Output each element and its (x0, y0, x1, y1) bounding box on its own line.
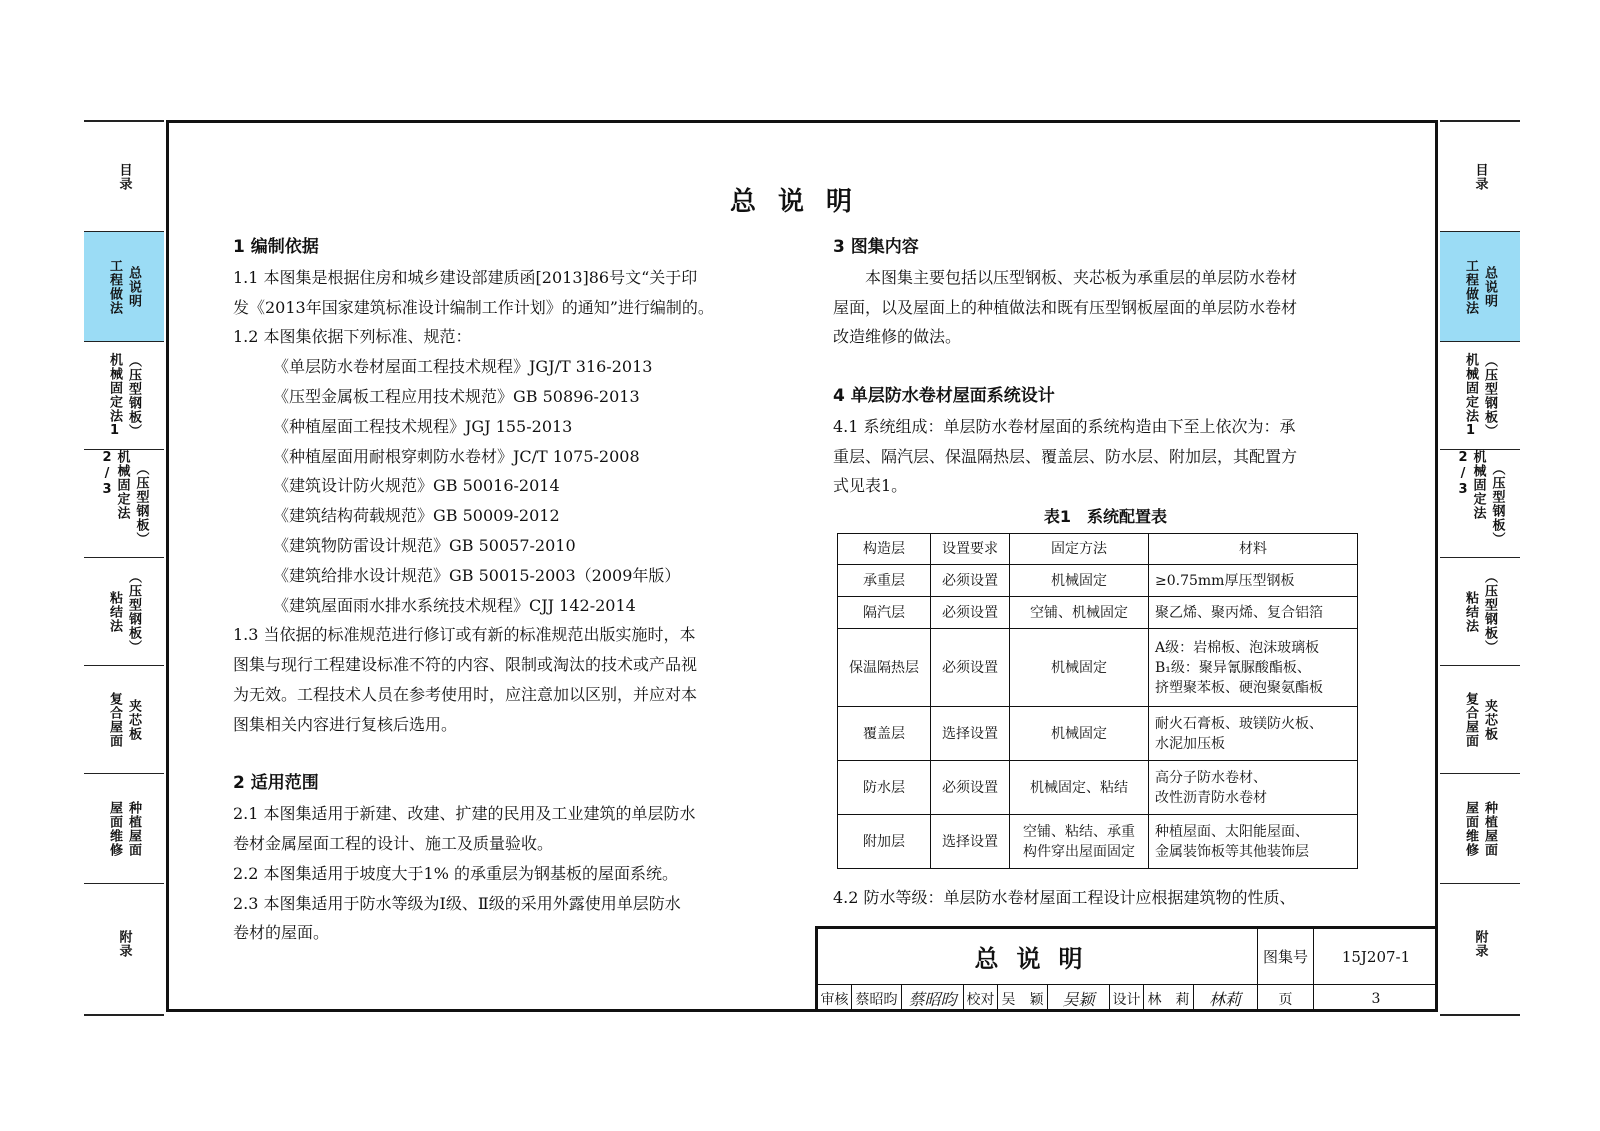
text-line: 1.1 本图集是根据住房和城乡建设部建质函[2013]86号文“关于印 (233, 267, 698, 287)
cell-material (1149, 597, 1358, 629)
section-heading: 2 适用范围 (233, 773, 319, 794)
standard-reference: 《压型金属板工程应用技术规范》GB 50896-2013 (273, 386, 640, 406)
check-name: 吴 颖 (998, 985, 1048, 1012)
tab-label: 粘结法 (107, 590, 122, 633)
cell-fixing (1010, 629, 1149, 707)
cell-requirement: 必须设置 (931, 629, 1010, 707)
cell-material (1149, 707, 1358, 761)
standard-reference: 《种植屋面用耐根穿刺防水卷材》JC/T 1075-2008 (273, 446, 640, 466)
table-row (838, 707, 1358, 761)
cell-requirement: 必须设置 (931, 597, 1010, 629)
cell-line: 耐火石膏板、玻镁防火板、 (1155, 715, 1323, 732)
review-label: 审核 (818, 985, 852, 1012)
section-4-2-text (833, 883, 1378, 913)
page-number: 3 (1371, 990, 1381, 1007)
text-line: 图集相关内容进行复核后选用。 (233, 714, 458, 734)
cell-line: 种植屋面、太阳能屋面、 (1155, 823, 1309, 840)
title-block-title: 总说明 (818, 929, 1258, 985)
tab-label: 工程做法 (1463, 258, 1478, 315)
cell-line: 构件穿出屋面固定 (1023, 843, 1135, 860)
tab-label: 机械固定法2/3 (1455, 450, 1486, 520)
standard-reference: 《建筑屋面雨水排水系统技术规程》CJJ 142-2014 (273, 595, 636, 615)
cell-line: B₁级：聚异氰脲酸酯板、 (1155, 659, 1311, 676)
signature-row (818, 985, 1258, 1012)
cell-layer: 隔汽层 (838, 597, 931, 629)
table1-caption: 表1 系统配置表 (1043, 507, 1168, 527)
cell-requirement: 选择设置 (931, 815, 1010, 869)
text-line: 改造维修的做法。 (833, 327, 962, 347)
text-line: 1.2 本图集依据下列标准、规范： (233, 327, 472, 347)
table-row (838, 629, 1358, 707)
text-line: 4.1 系统组成：单层防水卷材屋面的系统构造由下至上依次为：承 (833, 416, 1296, 436)
tab-planting-right[interactable] (1440, 774, 1520, 884)
section-3-4-text (833, 233, 1378, 501)
tab-label: 夹芯板 (126, 698, 141, 741)
tab-label: （压型钢板） (133, 461, 149, 546)
tab-label: （压型钢板） (126, 353, 141, 438)
cell-line: 空铺、粘结、承重 (1023, 823, 1135, 840)
cell-layer: 附加层 (838, 815, 931, 869)
right-text-column (833, 233, 1378, 913)
page-label: 页 (1258, 985, 1314, 1012)
tab-label: 工程做法 (107, 258, 122, 315)
standard-reference: 《建筑给排水设计规范》GB 50015-2003（2009年版） (273, 565, 681, 585)
cell-layer: 承重层 (838, 565, 931, 597)
tab-mech23-right[interactable] (1440, 450, 1520, 558)
cell-line: A级：岩棉板、泡沫玻璃板 (1155, 639, 1320, 656)
text-line: 1.3 当依据的标准规范进行修订或有新的标准规范出版实施时，本 (233, 625, 696, 645)
table-row (838, 761, 1358, 815)
page-title: 总说明 (729, 187, 874, 217)
cell-fixing (1010, 565, 1149, 597)
cell-line: 空铺、机械固定 (1030, 604, 1128, 621)
design-signature: 林莉 (1208, 990, 1241, 1009)
tab-adhesive-left[interactable] (84, 558, 164, 666)
cell-requirement: 必须设置 (931, 761, 1010, 815)
tab-label: 种植屋面 (1482, 800, 1497, 857)
text-line: 式见表1。 (833, 476, 908, 496)
section-heading: 1 编制依据 (233, 237, 319, 257)
standard-reference: 《建筑设计防火规范》GB 50016-2014 (273, 476, 560, 496)
tab-label: 屋面维修 (1463, 800, 1478, 857)
tab-label: 总说明 (1482, 265, 1497, 308)
atlas-number: 15J207-1 (1314, 929, 1438, 985)
tab-label: 目录 (116, 162, 132, 191)
tab-mech1-right[interactable] (1440, 342, 1520, 450)
atlas-number-label: 图集号 (1258, 929, 1314, 985)
cell-fixing (1010, 597, 1149, 629)
tab-label: 种植屋面 (126, 800, 141, 857)
tab-label: 复合屋面 (1463, 691, 1478, 748)
text-line: 2.3 本图集适用于防水等级为Ⅰ级、Ⅱ级的采用外露使用单层防水 (233, 893, 681, 913)
tab-appendix-right[interactable] (1440, 884, 1520, 1004)
tab-label: （压型钢板） (1482, 353, 1497, 438)
cell-requirement: 选择设置 (931, 707, 1010, 761)
cell-layer: 防水层 (838, 761, 931, 815)
tab-label: （压型钢板） (1489, 461, 1505, 546)
tab-label: 目录 (1472, 162, 1488, 191)
check-label: 校对 (964, 985, 998, 1012)
tab-contents-left[interactable] (84, 122, 164, 232)
left-text-column (233, 233, 773, 948)
text-line: 图集与现行工程建设标准不符的内容、限制或淘汰的技术或产品视 (233, 655, 698, 675)
table-header-row (838, 534, 1358, 565)
col-header-layer: 构造层 (838, 534, 931, 565)
cell-layer: 保温隔热层 (838, 629, 931, 707)
section-heading: 4 单层防水卷材屋面系统设计 (833, 385, 1055, 406)
tab-label: 粘结法 (1463, 590, 1478, 633)
text-line: 屋面，以及屋面上的种植做法和既有压型钢板屋面的单层防水卷材 (833, 297, 1298, 317)
tab-contents-right[interactable] (1440, 122, 1520, 232)
cell-requirement: 必须设置 (931, 565, 1010, 597)
text-line: 卷材金属屋面工程的设计、施工及质量验收。 (233, 833, 554, 853)
cell-line: 改性沥青防水卷材 (1155, 789, 1267, 806)
section-heading: 3 图集内容 (833, 237, 919, 257)
system-config-table (837, 533, 1358, 869)
table-row (838, 597, 1358, 629)
text-line: 卷材的屋面。 (233, 923, 330, 943)
tab-label: 夹芯板 (1482, 698, 1497, 741)
cell-line: 机械固定 (1051, 659, 1107, 676)
design-name: 林 莉 (1144, 985, 1194, 1012)
text-line: 4.2 防水等级：单层防水卷材屋面工程设计应根据建筑物的性质、 (833, 888, 1296, 908)
tab-label: 机械固定法1 (1463, 352, 1478, 439)
tab-adhesive-right[interactable] (1440, 558, 1520, 666)
left-nav-tabs (84, 120, 164, 1016)
title-block (815, 926, 1438, 1012)
standard-reference: 《种植屋面工程技术规程》JGJ 155-2013 (273, 416, 573, 436)
tab-general-left[interactable] (84, 232, 164, 342)
cell-line: 高分子防水卷材、 (1155, 769, 1267, 786)
cell-line: 机械固定 (1051, 572, 1107, 589)
review-signature: 蔡昭昀 (902, 985, 964, 1012)
cell-material (1149, 815, 1358, 869)
col-header-fixing: 固定方法 (1010, 534, 1149, 565)
text-line: 重层、隔汽层、保温隔热层、覆盖层、防水层、附加层，其配置方 (833, 446, 1298, 466)
text-line: 为无效。工程技术人员在参考使用时，应注意加以区别，并应对本 (233, 684, 698, 704)
tab-label: 附录 (1472, 930, 1488, 958)
cell-line: 金属装饰板等其他装饰层 (1155, 843, 1309, 860)
spacer (233, 740, 773, 770)
tab-label: 总说明 (126, 265, 141, 308)
tab-mech23-left[interactable] (84, 450, 164, 558)
cell-material (1149, 761, 1358, 815)
cell-line: 聚乙烯、聚丙烯、复合铝箔 (1155, 604, 1323, 621)
col-header-requirement: 设置要求 (931, 534, 1010, 565)
standard-reference: 《建筑物防雷设计规范》GB 50057-2010 (273, 535, 576, 555)
check-signature: 吴颖 (1048, 985, 1110, 1012)
tab-appendix-left[interactable] (84, 884, 164, 1004)
cell-layer: 覆盖层 (838, 707, 931, 761)
cell-line: 机械固定、粘结 (1030, 779, 1128, 796)
cell-fixing (1010, 707, 1149, 761)
tab-sandwich-left[interactable] (84, 666, 164, 774)
text-line: 本图集主要包括以压型钢板、夹芯板为承重层的单层防水卷材 (833, 267, 1298, 287)
spacer (833, 352, 1378, 382)
tab-general-right[interactable] (1440, 232, 1520, 342)
table-row (838, 815, 1358, 869)
review-name: 蔡昭昀 (852, 985, 902, 1012)
tab-label: （压型钢板） (1482, 569, 1497, 654)
cell-material (1149, 629, 1358, 707)
standard-reference: 《建筑结构荷载规范》GB 50009-2012 (273, 506, 560, 526)
tab-label: （压型钢板） (126, 569, 141, 654)
col-header-material: 材料 (1149, 534, 1358, 565)
standard-reference: 《单层防水卷材屋面工程技术规程》JGJ/T 316-2013 (273, 357, 653, 377)
cell-fixing (1010, 761, 1149, 815)
table-row (838, 565, 1358, 597)
tab-sandwich-right[interactable] (1440, 666, 1520, 774)
text-line: 2.2 本图集适用于坡度大于1% 的承重层为钢基板的屋面系统。 (233, 863, 679, 883)
cell-line: 挤塑聚苯板、硬泡聚氨酯板 (1155, 679, 1323, 696)
cell-line: 机械固定 (1051, 725, 1107, 742)
text-line: 发《2013年国家建筑标准设计编制工作计划》的通知”进行编制的。 (233, 297, 714, 317)
tab-label: 屋面维修 (107, 800, 122, 857)
tab-mech1-left[interactable] (84, 342, 164, 450)
cell-fixing (1010, 815, 1149, 869)
tab-label: 机械固定法1 (107, 352, 122, 439)
tab-label: 复合屋面 (107, 691, 122, 748)
drawing-frame (166, 120, 1438, 1012)
design-label: 设计 (1110, 985, 1144, 1012)
tab-label: 附录 (116, 930, 132, 958)
cell-line: 水泥加压板 (1155, 735, 1225, 752)
cell-material (1149, 565, 1358, 597)
text-line: 2.1 本图集适用于新建、改建、扩建的民用及工业建筑的单层防水 (233, 804, 696, 824)
tab-planting-left[interactable] (84, 774, 164, 884)
cell-line: ≥0.75mm厚压型钢板 (1155, 572, 1295, 589)
tab-label: 机械固定法2/3 (99, 450, 130, 520)
right-nav-tabs (1440, 120, 1520, 1016)
